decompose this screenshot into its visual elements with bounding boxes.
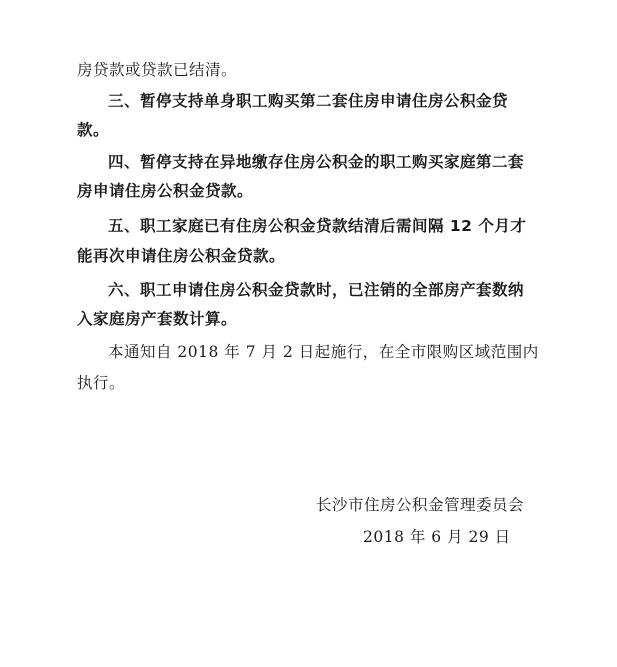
issue-date: 2018 年 6 月 29 日 bbox=[363, 528, 511, 546]
item-6-line-2: 入家庭房产套数计算。 bbox=[77, 310, 238, 328]
item-4-line-2: 房申请住房公积金贷款。 bbox=[77, 182, 254, 200]
issuer-signature: 长沙市住房公积金管理委员会 bbox=[316, 496, 525, 514]
effective-notice-line-1: 本通知自 2018 年 7 月 2 日起施行，在全市限购区域范围内 bbox=[108, 343, 539, 361]
item-6-line-1: 六、职工申请住房公积金贷款时，已注销的全部房产套数纳 bbox=[108, 281, 525, 299]
item-3-line-1: 三、暂停支持单身职工购买第二套住房申请住房公积金贷 bbox=[108, 92, 509, 110]
item-4-line-1: 四、暂停支持在异地缴存住房公积金的职工购买家庭第二套 bbox=[108, 153, 525, 171]
item-5-line-2: 能再次申请住房公积金贷款。 bbox=[77, 247, 286, 265]
item-5-line-1: 五、职工家庭已有住房公积金贷款结清后需间隔 12 个月才 bbox=[108, 217, 527, 235]
paragraph-2-tail: 房贷款或贷款已结清。 bbox=[77, 61, 238, 79]
effective-notice-line-2: 执行。 bbox=[77, 374, 126, 392]
item-3-line-2: 款。 bbox=[77, 121, 110, 139]
